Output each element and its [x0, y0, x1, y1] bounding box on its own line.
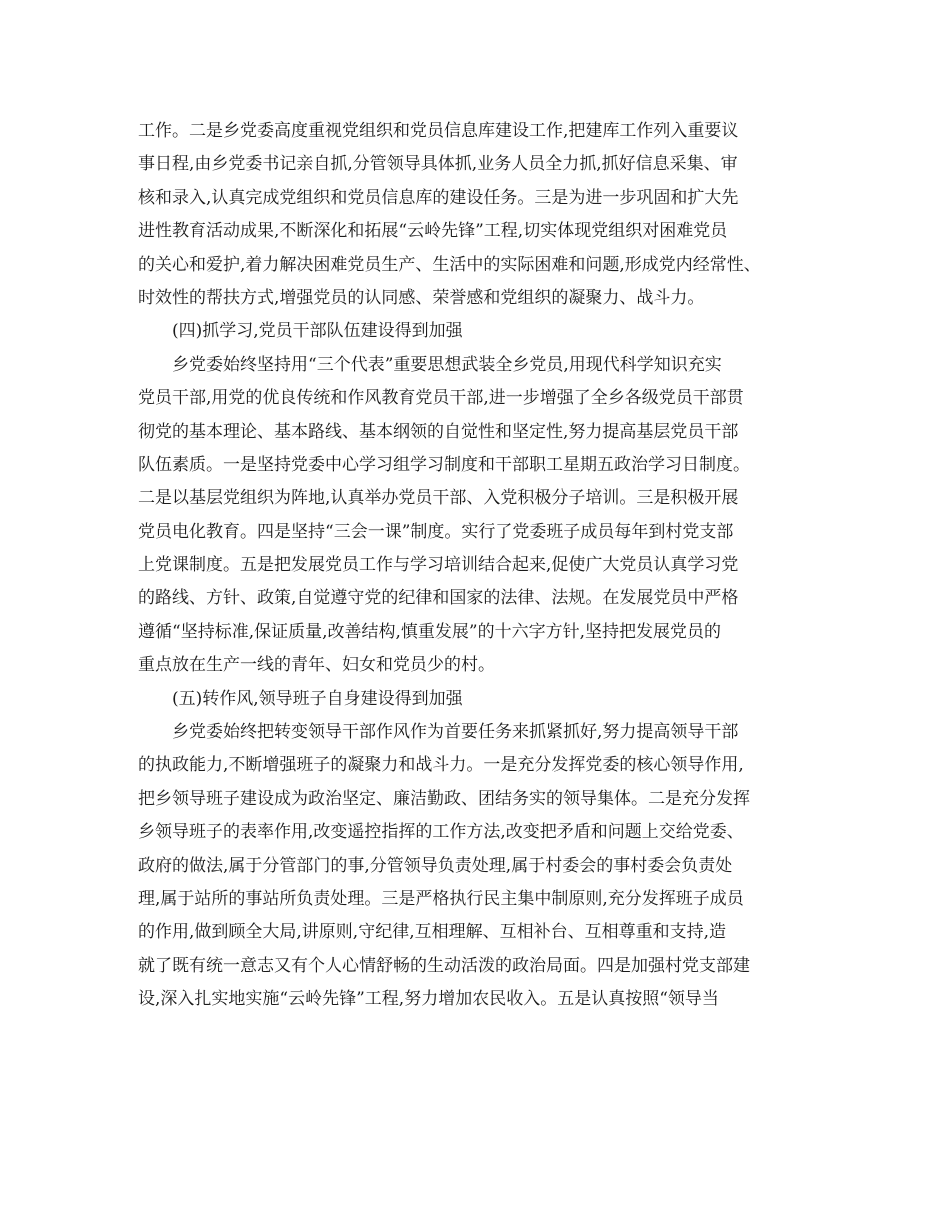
text-line: 彻党的基本理论、基本路线、基本纲领的自觉性和坚定性,努力提高基层党员干部: [138, 421, 739, 442]
text-line: 核和录入,认真完成党组织和党员信息库的建设任务。三是为进一步巩固和扩大先: [138, 187, 739, 208]
text-line: (四)抓学习,党员干部队伍建设得到加强: [172, 321, 463, 342]
text-line: 理,属于站所的事站所负责处理。三是严格执行民主集中制原则,充分发挥班子成员: [138, 888, 744, 909]
text-line: 乡党委始终坚持用“三个代表”重要思想武装全乡党员,用现代科学知识充实: [172, 354, 722, 375]
document-page: [138, 115, 828, 1017]
text-line: 党员电化教育。四是坚持“三会一课”制度。实行了党委班子成员每年到村党支部: [138, 521, 734, 542]
text-line: 二是以基层党组织为阵地,认真举办党员干部、入党积极分子培训。三是积极开展: [138, 488, 739, 509]
text-line: 工作。二是乡党委高度重视党组织和党员信息库建设工作,把建库工作列入重要议: [138, 121, 739, 141]
text-line: 时效性的帮扶方式,增强党员的认同感、荣誉感和党组织的凝聚力、战斗力。: [138, 287, 705, 308]
text-line: 的路线、方针、政策,自觉遵守党的纪律和国家的法律、法规。在发展党员中严格: [138, 588, 739, 609]
text-line: 设,深入扎实地实施“云岭先锋”工程,努力增加农民收入。五是认真按照“领导当: [138, 989, 719, 1010]
text-line: 的执政能力,不断增强班子的凝聚力和战斗力。一是充分发挥党委的核心领导作用,: [138, 755, 744, 776]
text-line: 的关心和爱护,着力解决困难党员生产、生活中的实际困难和问题,形成党内经常性、: [138, 254, 761, 275]
text-line: 队伍素质。一是坚持党委中心学习组学习制度和干部职工星期五政治学习日制度。: [138, 454, 750, 475]
text-line: 把乡领导班子建设成为政治坚定、廉洁勤政、团结务实的领导集体。二是充分发挥: [138, 788, 750, 809]
text-line: 重点放在生产一线的青年、妇女和党员少的村。: [138, 655, 495, 676]
text-line: 进性教育活动成果,不断深化和拓展“云岭先锋”工程,切实体现党组织对困难党员: [138, 221, 728, 242]
text-line: 党员干部,用党的优良传统和作风教育党员干部,进一步增强了全乡各级党员干部贯: [138, 388, 744, 409]
text-line: 乡党委始终把转变领导干部作风作为首要任务来抓紧抓好,努力提高领导干部: [172, 722, 739, 743]
text-line: 乡领导班子的表率作用,改变遥控指挥的工作方法,改变把矛盾和问题上交给党委、: [138, 822, 744, 843]
text-line: 就了既有统一意志又有个人心情舒畅的生动活泼的政治局面。四是加强村党支部建: [138, 955, 750, 976]
text-line: 事日程,由乡党委书记亲自抓,分管领导具体抓,业务人员全力抓,抓好信息采集、审: [138, 154, 738, 175]
text-line: (五)转作风,领导班子自身建设得到加强: [172, 688, 463, 709]
text-line: 政府的做法,属于分管部门的事,分管领导负责处理,属于村委会的事村委会负责处: [138, 855, 733, 876]
text-line: 上党课制度。五是把发展党员工作与学习培训结合起来,促使广大党员认真学习党: [138, 555, 739, 576]
text-line: 的作用,做到顾全大局,讲原则,守纪律,互相理解、互相补台、互相尊重和支持,造: [138, 922, 727, 943]
text-line: 遵循“坚持标准,保证质量,改善结构,慎重发展”的十六字方针,坚持把发展党员的: [138, 621, 721, 642]
